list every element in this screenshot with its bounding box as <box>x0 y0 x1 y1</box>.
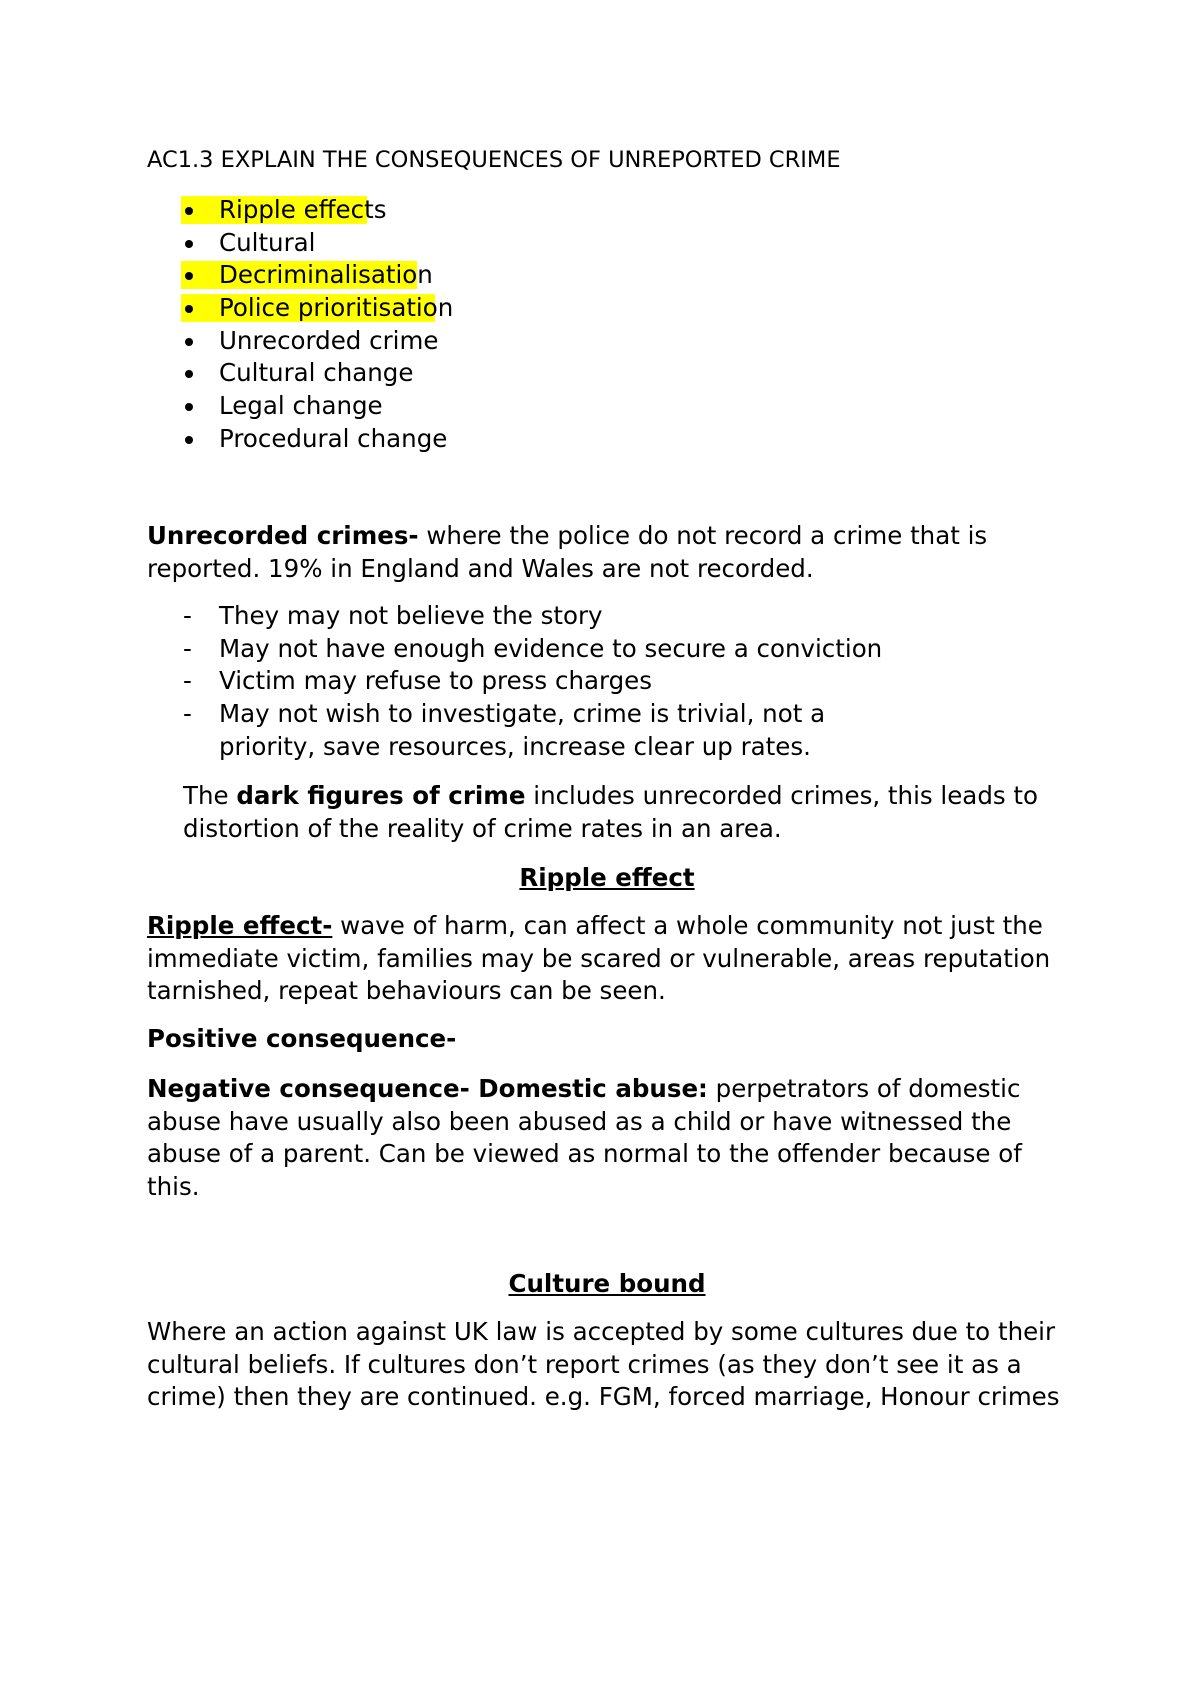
unrecorded-reasons <box>147 600 1047 764</box>
positive-consequence <box>147 1023 1067 1056</box>
negative-term: Negative consequence- Domestic abuse: <box>147 1074 708 1103</box>
ripple-section-title: Ripple effect <box>519 863 695 892</box>
ripple-term: Ripple effect- <box>147 911 333 940</box>
negative-text: perpetrators of domestic abuse have usually also been abused as a child or have witnessed the abuse of a parent. Can be viewed as normal to the offender because of this. <box>147 1074 1022 1202</box>
positive-term: Positive consequence- <box>147 1024 457 1053</box>
dark-figures-term: dark figures of crime <box>236 781 526 810</box>
bullet-icon <box>185 207 193 215</box>
dash-icon: - <box>183 633 192 663</box>
reason-text: May not wish to investigate, crime is trivial, not a priority, save resources, increase clear up rates. <box>219 699 826 761</box>
consequence-list <box>147 194 453 456</box>
reason-text: Victim may refuse to press charges <box>219 666 653 696</box>
dash-icon: - <box>183 601 192 630</box>
culture-paragraph: Where an action against UK law is accepted by some cultures due to their cultural beliefs. If cultures don’t report crimes (as they don’t see it as a crime) then they are continued. e.g. FGM, forced marriage, Honour crimes <box>147 1317 1060 1412</box>
list-item <box>147 423 453 456</box>
list-item-label: Police prioritisation <box>219 293 454 323</box>
list-item <box>147 259 453 292</box>
ripple-definition <box>147 910 1052 1008</box>
reason-text: May not have enough evidence to secure a conviction <box>219 633 883 663</box>
dark-figures-paragraph <box>183 780 1063 845</box>
list-item <box>147 292 453 325</box>
bullet-icon <box>185 305 193 313</box>
negative-consequence <box>147 1073 1052 1204</box>
list-item-label: Cultural <box>219 227 316 257</box>
reason-text: They may not believe the story <box>219 601 603 630</box>
list-item <box>147 665 1047 698</box>
list-item <box>147 698 1047 763</box>
list-item-label: Decriminalisation <box>219 260 433 290</box>
list-item <box>147 325 453 358</box>
page-heading: AC1.3 EXPLAIN THE CONSEQUENCES OF UNREPORTED CRIME <box>147 147 841 173</box>
unrecorded-text: where the police do not record a crime that is reported. 19% in England and Wales are not recorded. <box>147 521 988 583</box>
list-item-label: Procedural change <box>219 423 448 453</box>
bullet-icon <box>185 338 193 346</box>
dark-figures-pre: The <box>183 781 237 810</box>
list-item <box>147 194 453 227</box>
list-item <box>147 357 453 390</box>
dark-figures-post: includes unrecorded crimes, this leads to distortion of the reality of crime rates in an area. <box>183 781 1039 843</box>
list-item <box>147 633 1047 666</box>
bullet-icon <box>185 240 193 248</box>
list-item <box>147 600 1047 633</box>
ripple-text: wave of harm, can affect a whole community not just the immediate victim, families may be scared or vulnerable, areas reputation tarnished, repeat behaviours can be seen. <box>147 911 1051 1006</box>
unrecorded-term: Unrecorded crimes- <box>147 521 419 550</box>
list-item <box>147 227 453 260</box>
list-item-label: Legal change <box>219 391 383 421</box>
bullet-icon <box>185 403 193 411</box>
list-item-label: Ripple effects <box>219 195 387 224</box>
dash-icon: - <box>183 666 192 696</box>
culture-section-title: Culture bound <box>508 1269 706 1298</box>
bullet-icon <box>185 436 193 444</box>
list-item <box>147 390 453 423</box>
dash-icon: - <box>183 699 192 729</box>
bullet-icon <box>185 370 193 378</box>
unrecorded-definition <box>147 520 1067 585</box>
list-item-label: Unrecorded crime <box>219 325 439 355</box>
list-item-label: Cultural change <box>219 358 414 388</box>
